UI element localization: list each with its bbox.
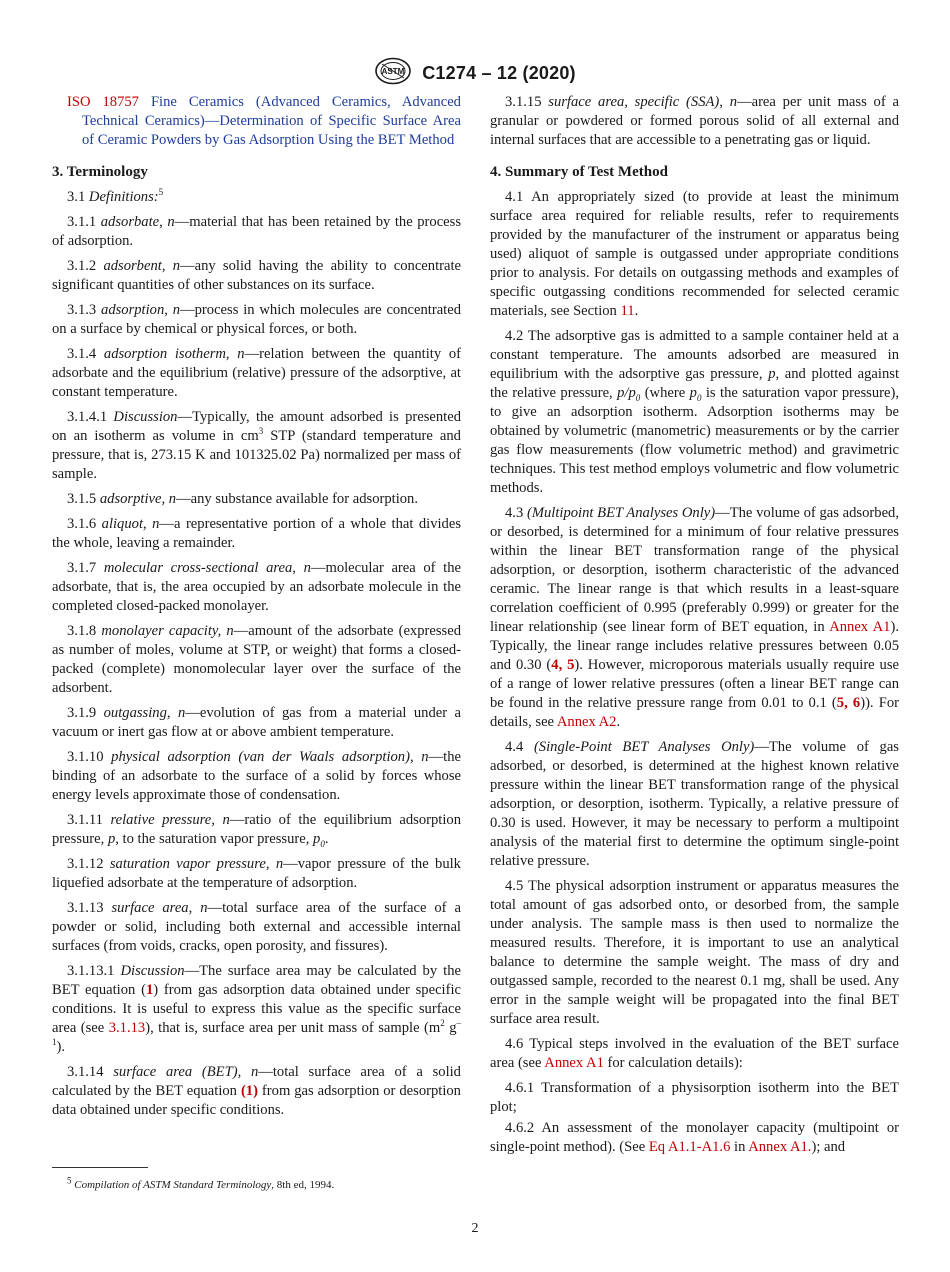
para-4-6-2: 4.6.2 An assessment of the monolayer capacity (multipoint or single-point method). (See Eq A1.1-A1.6 in Annex A1.); and [490,1120,899,1155]
def-3-1: 3.1 Definitions:$^5$ [67,187,164,205]
def-3-1-10: 3.1.10 physical adsorption (van der Waals adsorption), n—the binding of an adsorbate to the surface of a solid by forces whose energy levels approximate those of condensation. [52,749,462,803]
equation-link[interactable]: Eq A1.1-A1.6 [648,1139,731,1155]
def-3-1-7: 3.1.7 molecular cross-sectional area, n—molecular area of the adsorbate, that is, the area occupied by an adsorbate molecule in the completed closed-packed monolayer. [52,560,461,614]
def-3-1-6: 3.1.6 aliquot, n—a representative portion of a whole that divides the whole, leaving a remainder. [52,516,462,551]
def-3-1-1: 3.1.1 adsorbate, n—material that has been retained by the process of adsorption. [52,214,462,249]
annex-a1-link[interactable]: Annex A1 [829,619,891,635]
iso-title: Fine Ceramics (Advanced Ceramics, Advanced Technical Ceramics)—Determination of Specific Surface Area of Ceramic Powders by Gas Adsorption Using the BET Method [82,94,461,148]
section-link[interactable]: 3.1.13 [108,1020,146,1036]
section-link[interactable]: 11 [620,303,635,319]
iso-link[interactable]: ISO 18757 [67,94,139,110]
right-column [490,93,899,1163]
para-4-6-1: 4.6.1 Transformation of a physisorption isotherm into the BET plot; [490,1080,899,1115]
def-3-1-13: 3.1.13 surface area, n—total surface area of the surface of a powder or solid, including both external and accessible internal surfaces (from voids, cracks, open porosity, and fissures). [52,900,461,954]
reference-link[interactable]: 5 [567,657,575,673]
def-3-1-4-1: 3.1.4.1 Discussion—Typically, the amount adsorbed is presented on an isotherm as volume in $cm^3$ STP (standard temperature and pressure, that is, 273.15 K and 101325.02 Pa) normalized per mass of sample. [52,409,461,482]
annex-a1-link[interactable]: Annex A1 [544,1055,604,1071]
def-3-1-14: 3.1.14 surface area (BET), n—total surface area of a solid calculated by the BET equation (1) from gas adsorption or desorption data obtained under specific conditions. [52,1064,461,1118]
iso-reference [52,93,461,150]
def-3-1-9: 3.1.9 outgassing, n—evolution of gas from a material under a vacuum or inert gas flow at or above ambient temperature. [52,705,461,740]
para-4-3: 4.3 (Multipoint BET Analyses Only)—The volume of gas adsorbed, or desorbed, is determined for a minimum of four relative pressures within the linear BET transformation range of the physical adsorption, or desorption, isotherm characteristic of the advanced ceramic. The linear range is that which results in a least-square correlation coefficient of 0.995 (preferably 0.999) or greater for the linear relationship (see linear form of BET equation, in Annex A1). Typically, the linear range includes relative pressures between 0.05 and 0.30 (4, 5). However, microporous materials usually require use of a range of lower relative pressures (often a linear BET range can be found in the relative pressure range from 0.01 to 0.1 (5, 6)). For details, see Annex A2. [490,505,900,730]
def-3-1-4: 3.1.4 adsorption isotherm, n—relation between the quantity of adsorbate and the equilibrium (relative) pressure of the adsorptive, at constant temperature. [52,346,461,400]
annex-a2-link[interactable]: Annex A2 [556,714,617,730]
svg-text:ASTM: ASTM [381,67,405,76]
para-4-6: 4.6 Typical steps involved in the evaluation of the BET surface area (see Annex A1 for calculation details): [490,1036,899,1071]
def-3-1-15: 3.1.15 surface area, specific (SSA), n—area per unit mass of a granular or powdered or formed porous solid of all external and internal surfaces that are accessible to a penetrating gas or liquid. [490,94,899,148]
page-number: 2 [471,1221,479,1236]
def-3-1-5: 3.1.5 adsorptive, n—any substance available for adsorption. [67,491,418,507]
def-3-1-12: 3.1.12 saturation vapor pressure, n—vapor pressure of the bulk liquefied adsorbate at the temperature of adsorption. [52,856,461,891]
para-4-5: 4.5 The physical adsorption instrument or apparatus measures the total amount of gas adsorbed onto, or desorbed from, the sample under analysis. The sample mass is then used to normalize the measured results. Therefore, it is important to use an analytical balance to determine the sample weight. The mass of dry and outgassed sample, recorded to the nearest 0.1 mg, shall be used. Any error in the sample weight will be propagated into the final BET surface area result. [490,878,899,1027]
para-4-2: 4.2 The adsorptive gas is admitted to a sample container held at a constant temperature. The amounts adsorbed are measured in equilibrium with the adsorptive gas pressure, p, and plotted against the relative pressure, $p/p_0$ (where $p_0$ is the saturation vapor pressure), to give an adsorption isotherm. Adsorption isotherms may be obtained by volumetric (manometric) measurements or by the carrier gas flow measurements (flow volumetric method) and gravimetric techniques. This test method employs volumetric and flow volumetric methods. [490,328,900,496]
reference-link[interactable]: 4 [551,657,559,673]
para-4-1: 4.1 An appropriately sized (to provide at least the minimum surface area required for reliable results, refer to requirements provided by the manufacturer of the instrument or apparatus being used) aliquot of sample is outgassed under appropriate conditions prior to analysis. For details on outgassing methods and examples of specific outgassing conditions recommended for selected ceramic materials, see Section 11. [490,189,899,319]
para-4-4: 4.4 (Single-Point BET Analyses Only)—The volume of gas adsorbed, or desorbed, is determined at the highest known relative pressure within the linear BET transformation range of the physical adsorption, or desorption, isotherm. Typically, a relative pressure of 0.30 is used. However, it may be necessary to perform a multipoint analysis of the material first to determine the optimum single-point relative pressure. [490,739,899,869]
def-3-1-8: 3.1.8 monolayer capacity, n—amount of the adsorbate (expressed as number of moles, volume at STP, or weight) that forms a closed-packed (complete) monomolecular layer over the surface of the adsorbent. [52,623,461,696]
astm-logo-icon [374,57,412,90]
section-3-heading: 3. Terminology [52,164,148,180]
reference-link[interactable]: 1 [145,982,154,998]
reference-link[interactable]: (1) [240,1083,258,1099]
page-header [0,57,950,90]
footnote-5: $^5$ Compilation of ASTM Standard Terminology, 8th ed, 1994. [67,1175,335,1191]
def-3-1-2: 3.1.2 adsorbent, n—any solid having the ability to concentrate significant quantities of other substances on its surface. [52,258,461,293]
footnote-divider [52,1167,148,1168]
annex-a1-link[interactable]: Annex A1. [748,1139,812,1155]
def-3-1-11: 3.1.11 relative pressure, n—ratio of the equilibrium adsorption pressure, p, to the saturation vapor pressure, $p_0$. [52,812,462,849]
document-designation: C1274 – 12 (2020) [422,63,576,83]
def-3-1-3: 3.1.3 adsorption, n—process in which molecules are concentrated on a surface by chemical or physical forces, or both. [52,302,462,337]
reference-link[interactable]: 6 [852,695,861,711]
section-4-heading: 4. Summary of Test Method [490,164,668,180]
def-3-1-13-1: 3.1.13.1 Discussion—The surface area may be calculated by the BET equation (1) from gas adsorption data obtained under specific conditions. It is useful to express this value as the specific surface area (see 3.1.13), that is, surface area per unit mass of sample ($m^2$ $g^{-1}$). [52,963,461,1055]
reference-link[interactable]: 5 [836,695,845,711]
left-column [52,93,461,1126]
